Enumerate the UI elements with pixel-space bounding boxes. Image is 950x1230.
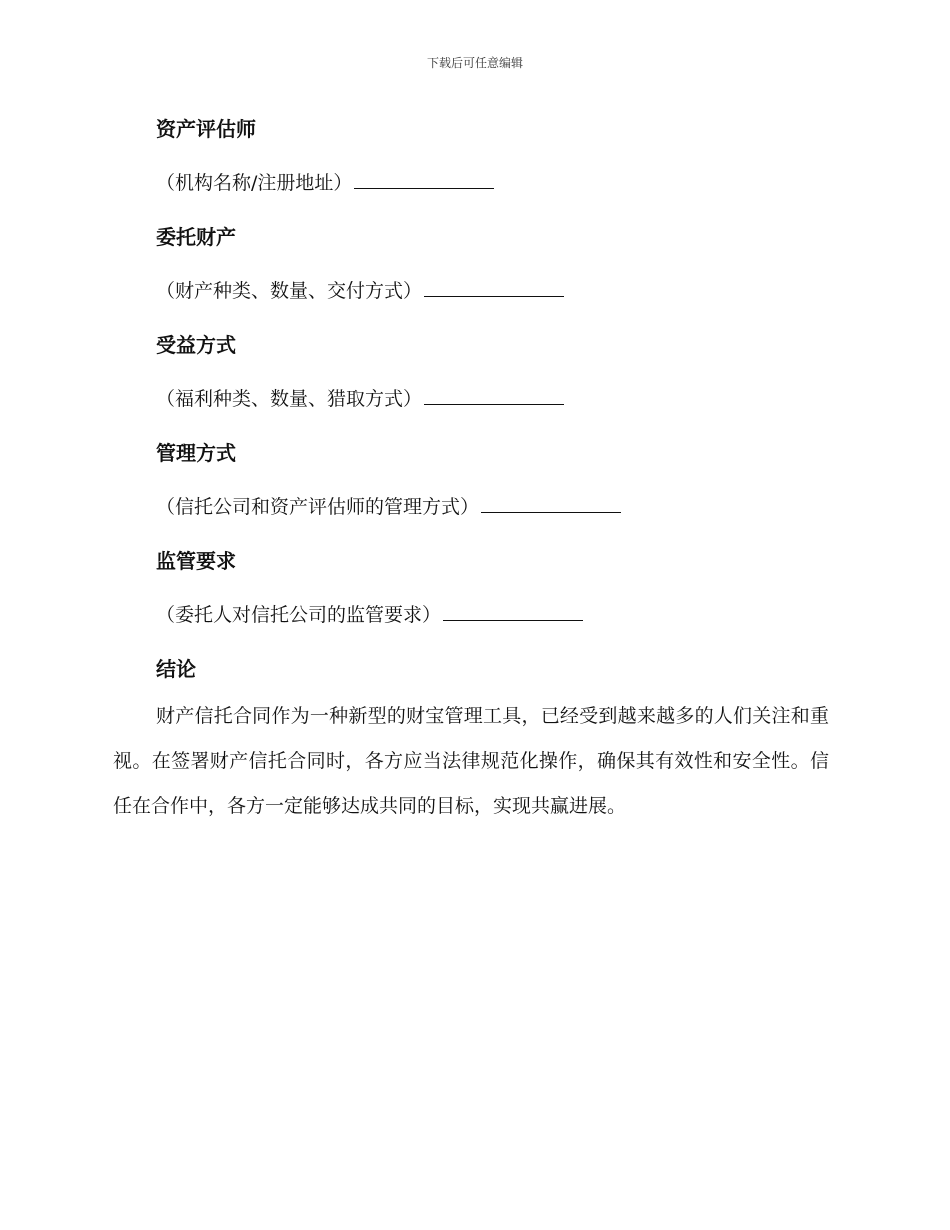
field-label: （委托人对信托公司的监管要求） bbox=[156, 604, 442, 626]
field-label: （机构名称/注册地址） bbox=[156, 172, 353, 194]
section-heading: 监管要求 bbox=[156, 549, 236, 573]
section-heading: 资产评估师 bbox=[156, 117, 256, 141]
fill-in-blank[interactable] bbox=[443, 596, 583, 621]
section-appraiser bbox=[113, 110, 833, 202]
section-benefit-method bbox=[113, 326, 833, 418]
field-line bbox=[156, 596, 833, 634]
fill-in-blank[interactable] bbox=[424, 272, 564, 297]
field-label: （福利种类、数量、猎取方式） bbox=[156, 388, 423, 410]
section-supervision bbox=[113, 542, 833, 634]
field-label: （财产种类、数量、交付方式） bbox=[156, 280, 423, 302]
header-note: 下载后可任意编辑 bbox=[426, 56, 523, 70]
fill-in-blank[interactable] bbox=[424, 380, 564, 405]
field-line bbox=[156, 164, 833, 202]
field-label: （信托公司和资产评估师的管理方式） bbox=[156, 496, 480, 518]
section-heading: 受益方式 bbox=[156, 333, 236, 357]
field-line bbox=[156, 380, 833, 418]
fill-in-blank[interactable] bbox=[354, 164, 494, 189]
field-line bbox=[156, 272, 833, 310]
conclusion-paragraph: 财产信托合同作为一种新型的财宝管理工具，已经受到越来越多的人们关注和重视。在签署财产信托合同时，各方应当法律规范化操作，确保其有效性和安全性。信任在合作中，各方一定能够达成共同的目标，实现共赢进展。 bbox=[113, 705, 829, 817]
section-heading: 委托财产 bbox=[156, 225, 236, 249]
section-entrusted-property bbox=[113, 218, 833, 310]
conclusion-heading: 结论 bbox=[156, 657, 196, 681]
section-conclusion bbox=[113, 650, 833, 829]
fill-in-blank[interactable] bbox=[481, 488, 621, 513]
document-content bbox=[113, 110, 833, 829]
section-management-method bbox=[113, 434, 833, 526]
section-heading: 管理方式 bbox=[156, 441, 236, 465]
field-line bbox=[156, 488, 833, 526]
